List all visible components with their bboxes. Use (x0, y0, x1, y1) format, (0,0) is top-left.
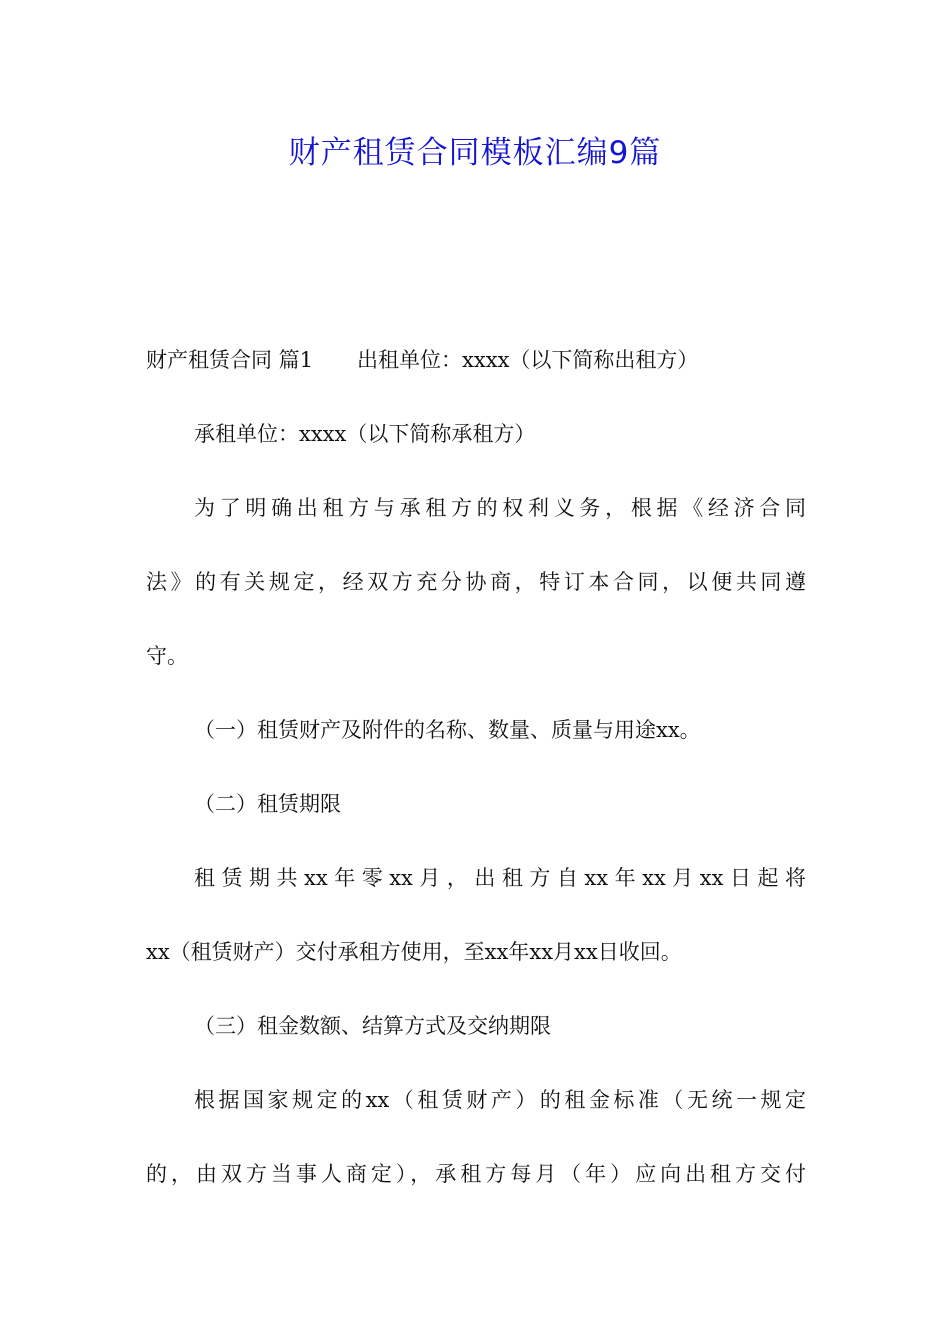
paragraph-line: xx（租赁财产）交付承租方使用，至xx年xx月xx日收回。 (146, 940, 682, 964)
paragraph-line: 根据国家规定的xx（租赁财产）的租金标准（无统一规定 (194, 1088, 806, 1112)
lessee-line: 承租单位：xxxx（以下简称承租方） (194, 422, 536, 446)
document-title: 财产租赁合同模板汇编9篇 (288, 135, 662, 171)
paragraph-heading-line (146, 340, 698, 380)
lessor-line: 出租单位：xxxx（以下简称出租方） (357, 348, 699, 372)
paragraph-line: 守。 (146, 644, 188, 668)
paragraph-line: 为了明确出租方与承租方的权利义务，根据《经济合同 (194, 496, 806, 520)
clause-heading: （三）租金数额、结算方式及交纳期限 (194, 1014, 551, 1038)
paragraph-line: 的，由双方当事人商定），承租方每月（年）应向出租方交付 (146, 1162, 806, 1186)
paragraph-line: 租赁期共xx年零xx月，出租方自xx年xx月xx日起将 (194, 866, 806, 890)
clause-heading: （二）租赁期限 (194, 792, 341, 816)
section-label: 财产租赁合同 篇1 (146, 348, 314, 372)
clause-heading: （一）租赁财产及附件的名称、数量、质量与用途xx。 (194, 718, 701, 742)
paragraph-line: 法》的有关规定，经双方充分协商，特订本合同，以便共同遵 (146, 570, 806, 594)
